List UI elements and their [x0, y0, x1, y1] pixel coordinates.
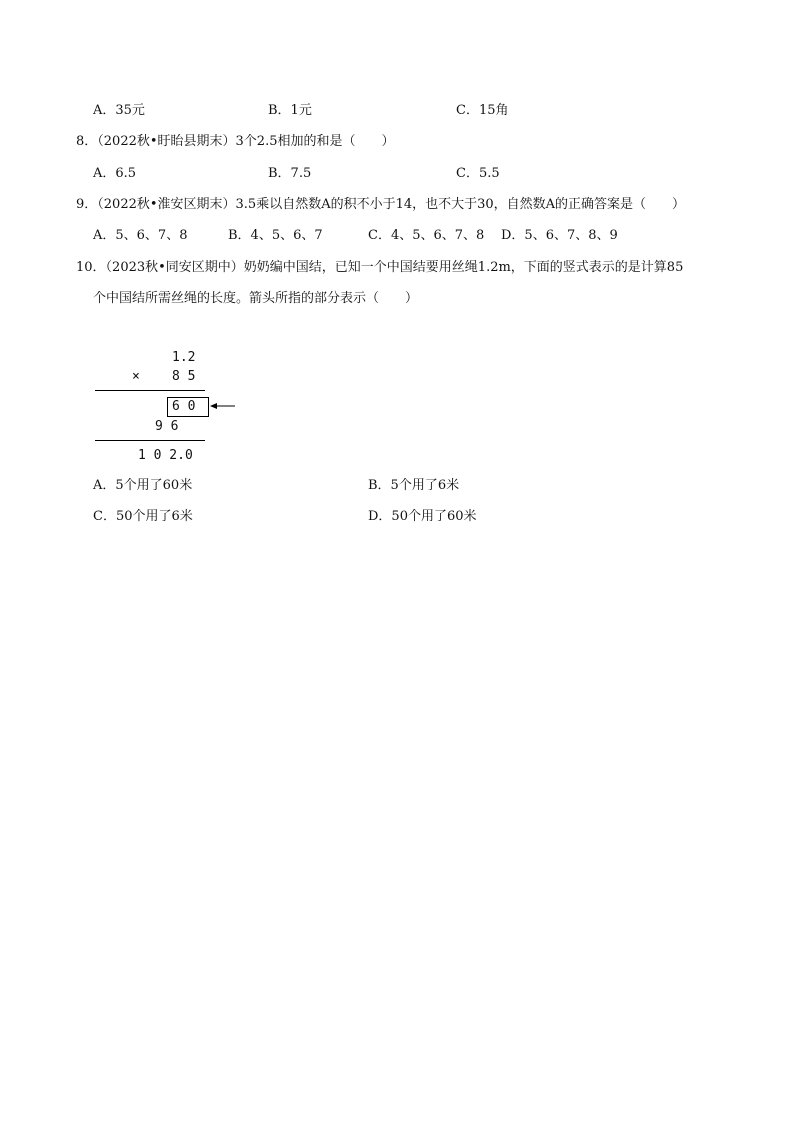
q8-option-b: B．7.5	[268, 166, 312, 181]
q7-option-c: C．15角	[456, 103, 509, 118]
multiplicand: 1.2	[172, 350, 196, 365]
product-result: 1 0 2.0	[138, 448, 193, 463]
times-sign: ×	[132, 369, 140, 384]
arrow-left-icon	[210, 400, 236, 412]
partial-product-2: 9 6	[155, 419, 179, 434]
q10-option-d: D．50个用了60米	[368, 509, 477, 524]
q9-option-d: D．5、6、7、8、9	[501, 228, 618, 243]
q10-option-c: C．50个用了6米	[93, 509, 193, 524]
q10-option-a: A．5个用了60米	[93, 478, 193, 493]
q9-option-c: C．4、5、6、7、8	[368, 228, 485, 243]
multiplier: 8 5	[172, 369, 196, 384]
q9-stem: 9．（2022秋•淮安区期末）3.5乘以自然数A的积不小于14，也不大于30，自然数A的正确答案是（ ）	[76, 197, 686, 212]
q10-stem-line2: 个中国结所需丝绳的长度。箭头所指的部分表示（ ）	[93, 291, 419, 306]
q8-stem: 8．（2022秋•盱眙县期末）3个2.5相加的和是（ ）	[76, 134, 395, 149]
partial-product-1: 6 0	[172, 399, 196, 414]
q10-stem-line1: 10．（2023秋•同安区期中）奶奶编中国结，已知一个中国结要用丝绳1.2m，下面的竖式表示的是计算85	[76, 260, 684, 275]
q7-option-b: B．1元	[268, 103, 312, 118]
rule-bottom	[95, 440, 205, 441]
q8-option-c: C．5.5	[456, 166, 500, 181]
q10-option-b: B．5个用了6米	[368, 478, 460, 493]
q8-option-a: A．6.5	[93, 166, 137, 181]
q7-option-a: A．35元	[93, 103, 145, 118]
q9-option-b: B．4、5、6、7	[228, 228, 323, 243]
rule-top	[95, 390, 205, 391]
q9-option-a: A．5、6、7、8	[93, 228, 188, 243]
